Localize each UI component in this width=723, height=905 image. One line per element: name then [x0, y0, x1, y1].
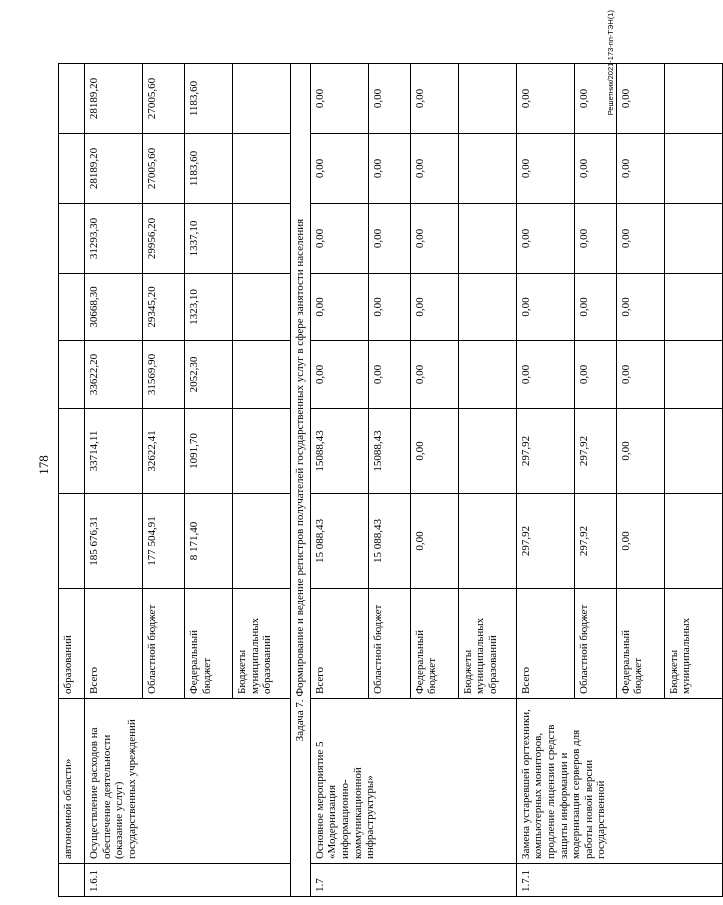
task-heading: Задача 7. Формирование и ведение регистров получателей государственных услуг в сфере занятости населения	[291, 64, 311, 897]
amount-cell: 15088,43	[368, 409, 410, 494]
continuation-cell	[59, 64, 85, 134]
amount-cell: 0,00	[368, 64, 410, 134]
amount-cell: 15088,43	[310, 409, 368, 494]
amount-cell: 0,00	[574, 64, 616, 134]
amount-cell: 0,00	[616, 341, 664, 409]
amount-cell: 185 676,31	[85, 494, 143, 589]
amount-cell	[458, 494, 516, 589]
amount-cell	[458, 134, 516, 204]
amount-cell: 1091,70	[185, 409, 233, 494]
amount-cell: 28189,20	[85, 134, 143, 204]
amount-cell: 33622,20	[85, 341, 143, 409]
amount-cell	[664, 134, 722, 204]
amount-cell: 0,00	[574, 274, 616, 341]
amount-cell: 297,92	[574, 494, 616, 589]
continuation-cell	[59, 494, 85, 589]
amount-cell	[458, 274, 516, 341]
item-number: 1.6.1	[85, 864, 291, 897]
amount-cell: 0,00	[410, 409, 458, 494]
amount-cell	[664, 204, 722, 274]
continuation-cell	[59, 864, 85, 897]
amount-cell: 1323,10	[185, 274, 233, 341]
amount-cell: 0,00	[616, 134, 664, 204]
task-row	[291, 64, 311, 897]
amount-cell: 0,00	[616, 494, 664, 589]
amount-cell: 8 171,40	[185, 494, 233, 589]
amount-cell: 0,00	[616, 64, 664, 134]
table-row	[85, 64, 143, 897]
item-name: Основное мероприятие 5 «Модернизация информационно-коммуникационной инфраструктуры»	[310, 699, 516, 864]
continuation-cell: автономной области»	[59, 699, 85, 864]
funding-source: Федеральный бюджет	[185, 589, 233, 699]
amount-cell: 0,00	[310, 64, 368, 134]
amount-cell	[458, 204, 516, 274]
amount-cell: 27005,60	[143, 134, 185, 204]
funding-source: Областной бюджет	[143, 589, 185, 699]
amount-cell: 0,00	[516, 274, 574, 341]
amount-cell: 297,92	[516, 409, 574, 494]
amount-cell: 0,00	[410, 204, 458, 274]
amount-cell: 0,00	[410, 274, 458, 341]
amount-cell: 0,00	[574, 134, 616, 204]
amount-cell: 1183,60	[185, 64, 233, 134]
item-name: Замена устаревшей оргтехники, компьютерных мониторов, продление лицензии средств защиты информации и модернизация серверов для работы новой версии государственной	[516, 699, 722, 864]
amount-cell	[233, 341, 291, 409]
continuation-cell	[59, 134, 85, 204]
amount-cell: 0,00	[368, 134, 410, 204]
amount-cell	[664, 64, 722, 134]
amount-cell: 0,00	[616, 409, 664, 494]
amount-cell: 33714,11	[85, 409, 143, 494]
amount-cell	[233, 134, 291, 204]
amount-cell: 31569,90	[143, 341, 185, 409]
amount-cell: 0,00	[516, 341, 574, 409]
item-number: 1.7	[310, 864, 516, 897]
amount-cell	[664, 341, 722, 409]
table-row	[310, 64, 368, 897]
amount-cell: 15 088,43	[368, 494, 410, 589]
amount-cell: 1183,60	[185, 134, 233, 204]
amount-cell	[233, 409, 291, 494]
amount-cell: 0,00	[516, 64, 574, 134]
amount-cell: 0,00	[516, 134, 574, 204]
amount-cell: 177 504,91	[143, 494, 185, 589]
funding-source: Бюджеты муниципальных образований	[458, 589, 516, 699]
page-number: 178	[36, 455, 51, 475]
amount-cell: 31293,30	[85, 204, 143, 274]
amount-cell: 0,00	[310, 204, 368, 274]
amount-cell: 0,00	[574, 341, 616, 409]
table-row	[516, 64, 574, 897]
amount-cell	[233, 494, 291, 589]
amount-cell: 29956,20	[143, 204, 185, 274]
amount-cell: 0,00	[410, 134, 458, 204]
continuation-cell	[59, 409, 85, 494]
amount-cell: 28189,20	[85, 64, 143, 134]
funding-source: Областной бюджет	[574, 589, 616, 699]
amount-cell: 0,00	[368, 204, 410, 274]
amount-cell: 0,00	[368, 274, 410, 341]
amount-cell	[233, 274, 291, 341]
continuation-cell	[59, 274, 85, 341]
amount-cell	[664, 494, 722, 589]
continuation-cell: образований	[59, 589, 85, 699]
amount-cell	[458, 64, 516, 134]
amount-cell: 0,00	[574, 204, 616, 274]
continuation-cell	[59, 204, 85, 274]
amount-cell: 297,92	[574, 409, 616, 494]
amount-cell: 297,92	[516, 494, 574, 589]
amount-cell: 0,00	[310, 134, 368, 204]
amount-cell: 0,00	[410, 341, 458, 409]
amount-cell	[233, 64, 291, 134]
amount-cell: 0,00	[410, 494, 458, 589]
funding-source: Бюджеты муниципальных образований	[233, 589, 291, 699]
amount-cell: 1337,10	[185, 204, 233, 274]
amount-cell: 0,00	[310, 341, 368, 409]
amount-cell: 2052,30	[185, 341, 233, 409]
funding-source: Федеральный бюджет	[616, 589, 664, 699]
amount-cell	[458, 341, 516, 409]
funding-source: Областной бюджет	[368, 589, 410, 699]
funding-source: Всего	[85, 589, 143, 699]
amount-cell: 32622,41	[143, 409, 185, 494]
amount-cell: 15 088,43	[310, 494, 368, 589]
item-number: 1.7.1	[516, 864, 722, 897]
amount-cell: 0,00	[310, 274, 368, 341]
funding-source: Всего	[310, 589, 368, 699]
amount-cell	[664, 274, 722, 341]
amount-cell	[664, 409, 722, 494]
amount-cell	[233, 204, 291, 274]
amount-cell: 0,00	[616, 204, 664, 274]
amount-cell: 30668,30	[85, 274, 143, 341]
amount-cell: 0,00	[616, 274, 664, 341]
amount-cell: 29345,20	[143, 274, 185, 341]
amount-cell	[458, 409, 516, 494]
footer-signature: Решетник/2021-173-пп-ТЭН(1)	[606, 10, 615, 116]
budget-table	[58, 63, 723, 897]
continuation-row	[59, 64, 85, 897]
amount-cell: 0,00	[516, 204, 574, 274]
funding-source: Всего	[516, 589, 574, 699]
funding-source: Бюджеты муниципальных	[664, 589, 722, 699]
amount-cell: 0,00	[368, 341, 410, 409]
item-name: Осуществление расходов на обеспечение деятельности (оказание услуг) государственных учреждений	[85, 699, 291, 864]
amount-cell: 0,00	[410, 64, 458, 134]
amount-cell: 27005,60	[143, 64, 185, 134]
funding-source: Федеральный бюджет	[410, 589, 458, 699]
continuation-cell	[59, 341, 85, 409]
